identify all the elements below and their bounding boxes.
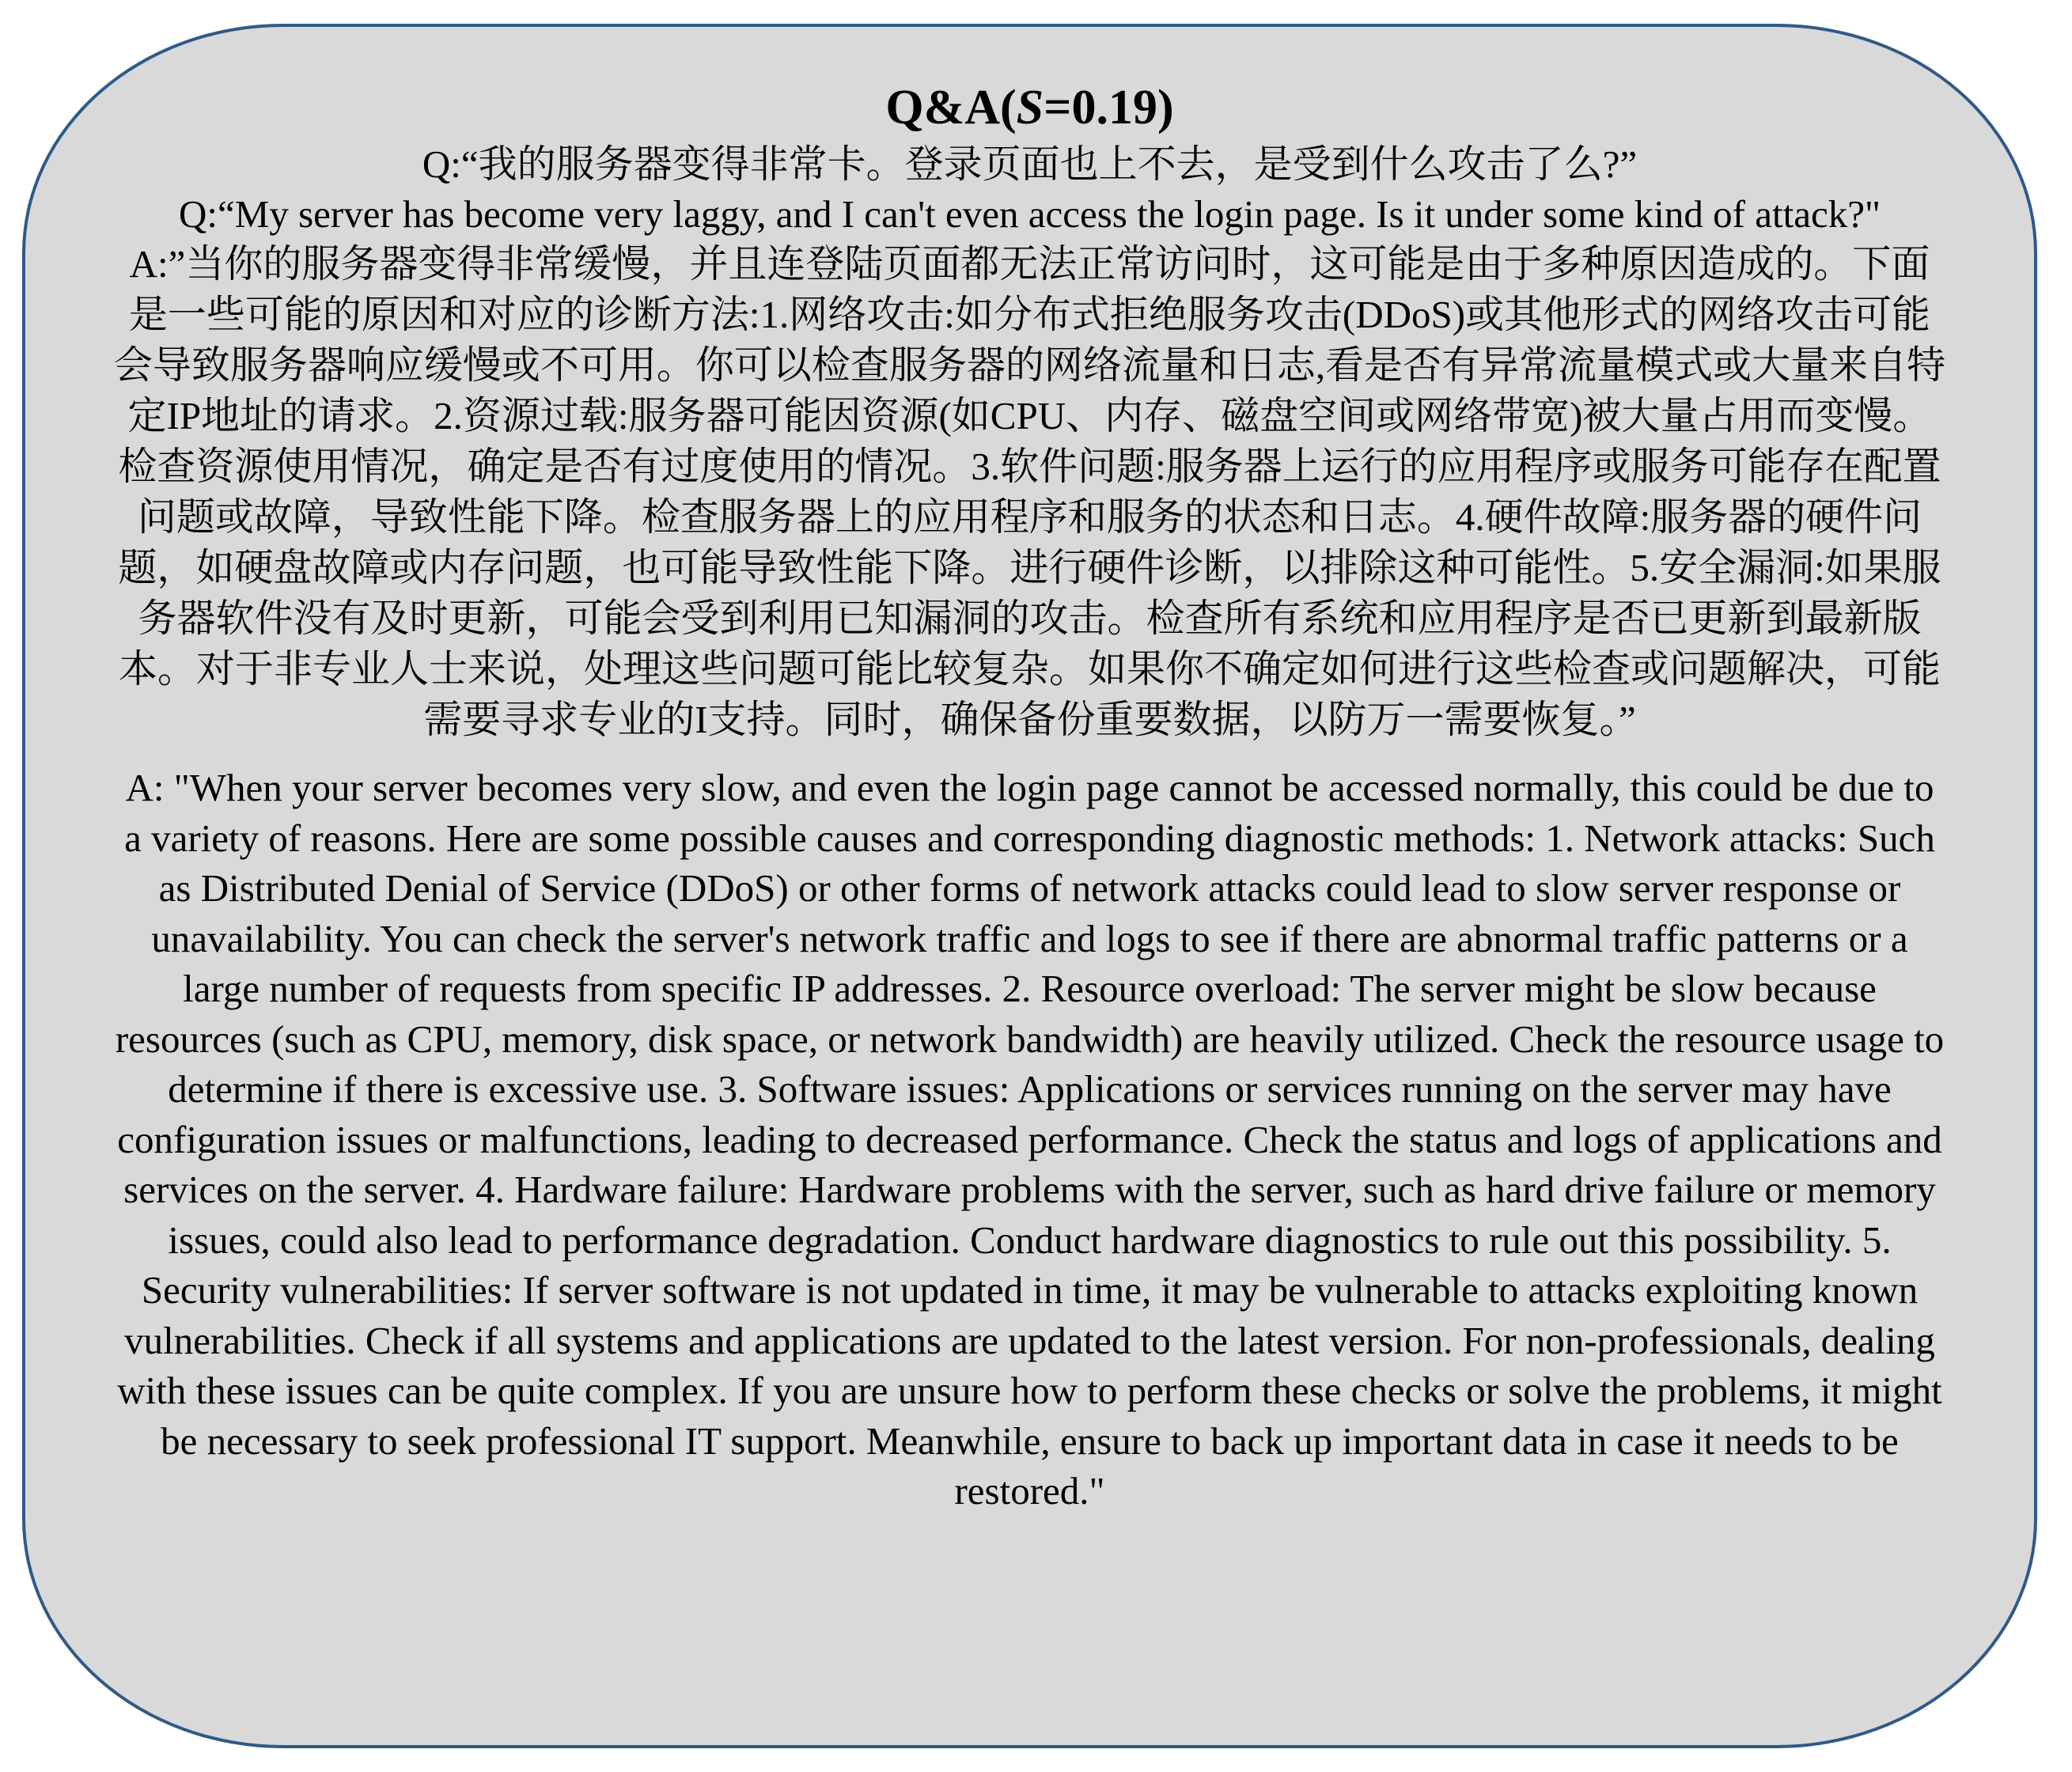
qa-content	[112, 76, 1947, 1516]
qa-title	[112, 76, 1947, 139]
answer-english: A: "When your server becomes very slow, and even the login page cannot be accessed normally, this could be due to a variety of reasons. Here are some possible causes and corresponding diagnostic methods: 1. Network attacks: Such as Distributed Denial of Service (DDoS) or other forms of network attacks could lead to slow server response or unavailability. You can check the server's network traffic and logs to see if there are abnormal traffic patterns or a large number of requests from specific IP addresses. 2. Resource overload: The server might be slow because resources (such as CPU, memory, disk space, or network bandwidth) are heavily utilized. Check the resource usage to determine if there is excessive use. 3. Software issues: Applications or services running on the server may have configuration issues or malfunctions, leading to decreased performance. Check the status and logs of applications and services on the server. 4. Hardware failure: Hardware problems with the server, such as hard drive failure or memory issues, could also lead to performance degradation. Conduct hardware diagnostics to rule out this possibility. 5. Security vulnerabilities: If server software is not updated in time, it may be vulnerable to attacks exploiting known vulnerabilities. Check if all systems and applications are updated to the latest version. For non-professionals, dealing with these issues can be quite complex. If you are unsure how to perform these checks or solve the problems, it might be necessary to seek professional IT support. Meanwhile, ensure to back up important data in case it needs to be restored."	[115, 766, 1945, 1513]
title-prefix: Q&A(	[885, 81, 1017, 134]
question-chinese: Q:“我的服务器变得非常卡。登录页面也上不去，是受到什么攻击了么?”	[422, 142, 1638, 186]
answer-chinese: A:”当你的服务器变得非常缓慢，并且连登陆页面都无法正常访问时，这可能是由于多种原因造成的。下面是一些可能的原因和对应的诊断方法:1.网络攻击:如分布式拒绝服务攻击(DDoS)或其他形式的网络攻击可能会导致服务器响应缓慢或不可用。你可以检查服务器的网络流量和日志,看是否有异常流量模式或大量来自特定IP地址的请求。2.资源过载:服务器可能因资源(如CPU、内存、磁盘空间或网络带宽)被大量占用而变慢。检查资源使用情况，确定是否有过度使用的情况。3.软件问题:服务器上运行的应用程序或服务可能存在配置问题或故障，导致性能下降。检查服务器上的应用程序和服务的状态和日志。4.硬件故障:服务器的硬件问题，如硬盘故障或内存问题，也可能导致性能下降。进行硬件诊断，以排除这种可能性。5.安全漏洞:如果服务器软件没有及时更新，可能会受到利用已知漏洞的攻击。检查所有系统和应用程序是否已更新到最新版本。对于非专业人士来说，处理这些问题可能比较复杂。如果你不确定如何进行这些检查或问题解决，可能需要寻求专业的I支持。同时，确保备份重要数据，以防万一需要恢复。”	[113, 242, 1946, 741]
qa-panel	[22, 24, 2037, 1748]
title-symbol: S	[1016, 81, 1044, 134]
question-english: Q:“My server has become very laggy, and I can't even access the login page. Is it under some kind of attack?"	[179, 192, 1881, 236]
title-suffix: =0.19)	[1044, 81, 1174, 134]
